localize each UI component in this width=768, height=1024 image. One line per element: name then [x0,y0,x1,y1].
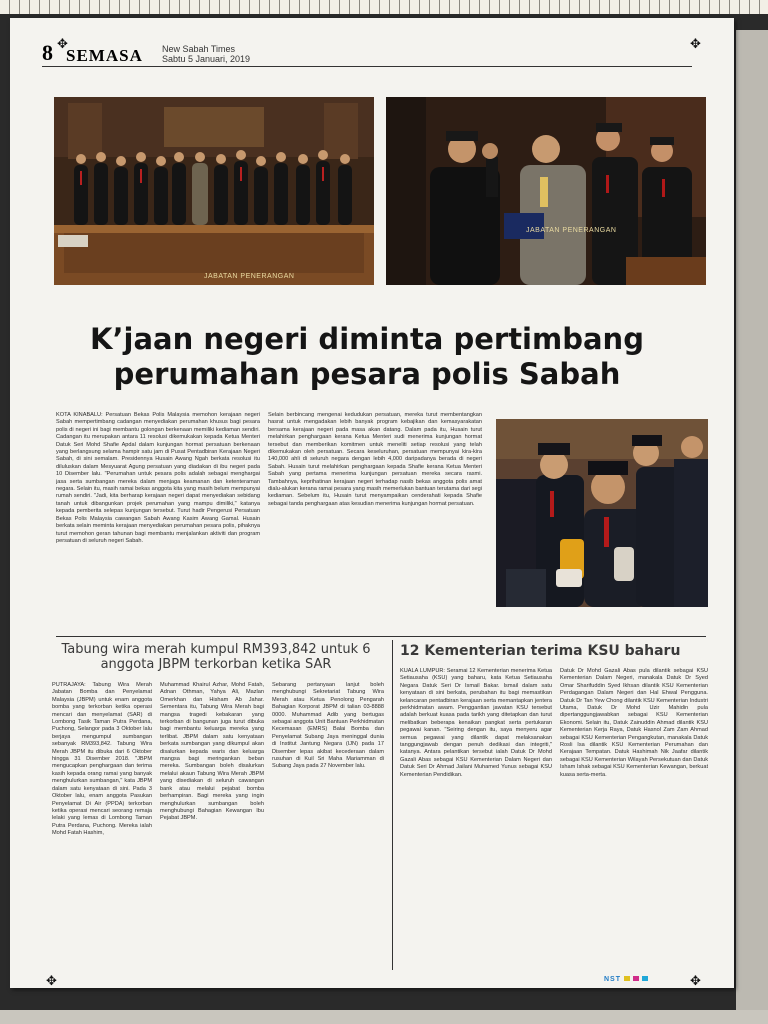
column-divider [392,640,393,970]
photo-handover [386,97,706,285]
headline-line-2: perumahan pesara polis Sabah [113,357,621,391]
footer-logo [604,976,648,983]
registration-mark-icon: ✥ [57,36,68,51]
side-shadow [736,30,768,1010]
left-article-column-1: PUTRAJAYA: Tabung Wira Merah Jabatan Bomba dan Penyelamat Malaysia (JBPM) untuk enam anggota bomba yang terkorban ketika operasi mencari dan menyelamat (SAR) di Lombong Tasik Taman Putra Perdana, Puchong, Selangor pada 3 Oktober lalu berjaya mengumpul sumbangan sebanyak RM393,842. Tabung Wira Merah JBPM itu dibuka dari 6 Oktober hingga 31 Disember 2018. "JBPM mengucapkan penghargaan dan terima kasih kepada orang ramai yang banyak menghulurkan sumbangan," kata JBPM dalam satu kenyataan di sini. Pada 3 Oktober lalu, enam anggota Pasukan Penyelamat Di Air (PPDA) terkorban ketika operasi mencari seorang remaja lelaki yang lemas di Lombong Taman Putra Perdana, Puchong. Mereka ialah Mohd Fatah Hashim, [52,682,152,837]
photo-press-interview [496,419,708,607]
main-article-column-1: KOTA KINABALU: Persatuan Bekas Polis Malaysia memohon kerajaan negeri Sabah mempertimbang cadangan menyediakan perumahan khusus bagi pesara polis di negeri ini bagi membantu golongan berkenaan memiliki kediaman sendiri. Cadangan itu merupakan antara 11 resolusi dikemukakan kepada Ketua Menteri Datuk Seri Mohd Shafie Apdal dalam kunjungan hormat persatuan berkenaan yang berlangsung selama hampir satu jam di Pusat Pentadbiran Kerajaan Negeri Sabah, di sini semalam. Presidennya Husain Awang Ngah berkata resolusi itu diluluskan dalam Mesyuarat Agung persatuan yang diadakan di ibu negeri pada 10 Disember lalu. "Perumahan untuk pesara polis adalah sebagai menghargai jasa serta sumbangan mereka dalam menjaga keamanan dan ketenteraman negara. Selain itu, masih ramai bekas anggota kita yang masih belum mempunyai rumah sendiri. "Jadi, kita berharap kerajaan negeri dapat menyediakan sebidang tanah untuk dibangunkan projek perumahan yang mampu dimiliki," katanya kepada pemberita selepas kunjungan tersebut. Turut hadir Pengerusi Persatuan Bekas Polis Malaysia cawangan Sabah Awang Kasim Awang Gamal. Husain berkata selain meminta kerajaan menyediakan perumahan pesara polis, pihaknya turut memohon geran tahunan bagi membantu menjalankan aktiviti dan program persatuan di seluruh negeri Sabah. [56,412,260,544]
page-header [42,40,692,67]
right-article-headline: 12 Kementerian terima KSU baharu [400,643,681,659]
left-article-column-2: Muhammad Khairul Azhar, Mohd Fatah, Adnan Othman, Yahya Ali, Mazlan Omerkhan dan Hisham Ab Jahar. Sementara itu, Tabung Wira Merah bagi mangsa tragedi kebakaran yang terkorban di bangunan juga turut dibuka bagi membantu keluarga mereka yang terlibat. JBPM dalam satu kenyataan berkata sumbangan yang dikumpul akan disalurkan kepada waris dan keluarga mangsa bagi meringankan beban mereka. Sumbangan boleh disalurkan melalui akaun Tabung Wira Merah JBPM yang disediakan di seluruh cawangan bank atau melalui pejabat bomba berhampiran. Bagi mereka yang ingin menghulurkan sumbangan boleh menghubungi Bahagian Kewangan Ibu Pejabat JBPM. [160,682,264,822]
registration-mark-icon: ✥ [46,973,57,988]
section-title: SEMASA [66,46,143,65]
masthead-info [162,44,250,64]
headline-line-1: K’jaan negeri diminta pertimbang [90,322,644,356]
left-article-column-3: Sebarang pertanyaan lanjut boleh menghubungi Sekretariat Tabung Wira Merah atau Ketua Penolong Pengarah Bahagian Korporat JBPM di talian 03-8888 0000. Muhammad Adib yang bertugas sebagai anggota Unit Bantuan Perkhidmatan Kecemasan (EMRS) Balai Bomba dan Penyelamat Subang Jaya meninggal dunia di Institut Jantung Negara (IJN) pada 17 Disember lepas akibat kecederaan dalam rusuhan di Kuil Sri Maha Mariamman di Subang Jaya pada 27 November lalu. [272,682,384,770]
main-headline [40,322,694,392]
page-number: 8 [42,40,53,65]
issue-date: Sabtu 5 Januari, 2019 [162,54,251,64]
right-article-column-2: Datuk Dr Mohd Gazali Abas pula dilantik sebagai KSU Kementerian Dalam Negeri, manakala Datuk Dr Syed Omar Sharifuddin Syed Ikhsan dilantik KSU Kementerian Perdagangan Dalam Negeri dan Hal Ehwal Pengguna. Datuk Dr Tan Yew Chong dilantik KSU Kementerian Industri Utama, Datuk Dr Mohd Uzir Mahidin pula dipertanggungjawabkan sebagai KSU Kementerian Ekonomi. Selain itu, Datuk Zainuddin Ahmad dilantik KSU Kementerian Kerja Raya, Datuk Hasnol Zam Zam Ahmad sebagai KSU Kementerian Pengangkutan, manakala Datuk Rosli Isa dilantik KSU Kementerian Perumahan dan Kerajaan Tempatan. Datuk Hashimah Nik Jaafar dilantik sebagai KSU Kementerian Wilayah Persekutuan dan Datuk Isham Ishak sebagai KSU Kementerian Kewangan, berkuat kuasa serta-merta. [560,668,708,778]
top-ruler [0,0,768,15]
photo-caption-credit: JABATAN PENERANGAN [526,227,617,234]
footer-logo-text: NST [604,976,621,983]
registration-mark-icon: ✥ [690,973,701,988]
main-article-column-2: Selain berbincang mengenai kedudukan persatuan, mereka turut membentangkan hasrat untuk mengadakan lebih banyak program kebajikan dan kemasyarakatan bersama kerajaan negeri pada masa akan datang. Dalam pada itu, Husain turut melahirkan penghargaan kerana Ketua Menteri sudi menerima kunjungan hormat tersebut dan memberikan komitmen untuk meneliti setiap resolusi yang telah dikemukakan oleh persatuan. Secara keseluruhan, persatuan mempunyai kira-kira 140,000 ahli di seluruh negara dengan lebih 4,000 daripadanya berada di negeri Sabah. Husain turut melahirkan penghargaan kepada Shafie kerana Ketua Menteri Sabah yang pertama menerima kunjungan persatuan mereka secara rasmi. Tambahnya, keprihatinan kerajaan negeri terhadap nasib bekas anggota polis amat dialu-alukan kerana ramai pesara yang masih memerlukan bantuan terutama dari segi kediaman. Sebelum itu, Husain turut menyampaikan cenderahati kepada Shafie sebagai tanda penghargaan atas kesudian menerima kunjungan hormat persatuan. [268,412,482,507]
right-article-column-1: KUALA LUMPUR: Seramai 12 Kementerian menerima Ketua Setiausaha (KSU) yang baharu, kata Ketua Setiausaha Negara Datuk Seri Dr Ismail Bakar. Ismail dalam satu kenyataan di sini berkata, perubahan itu bagi memastikan kelancaran pentadbiran kerajaan serta memantapkan jentera perkhidmatan awam. Penggantian jawatan KSU tersebut adalah berkuat kuasa pada tarikh yang ditetapkan dan turut melibatkan beberapa kenaikan pangkat serta pertukaran pegawai kanan. "Seiring dengan itu, saya menyeru agar semua pegawai yang dilantik dapat melaksanakan tanggungjawab dengan penuh dedikasi dan integriti," katanya. Antara pelantikan tersebut ialah Datuk Dr Mohd Gazali Abas sebagai KSU Kementerian Dalam Negeri dan Datuk Seri Dr Ahmad Jailani Muhamed Yunus sebagai KSU Kementerian Pendidikan. [400,668,552,778]
photo-caption-credit: JABATAN PENERANGAN [204,273,295,280]
section-divider [56,636,706,637]
bottom-strip [0,1010,768,1024]
registration-mark-icon: ✥ [690,36,701,51]
photo-assembly [54,97,374,285]
left-article-headline: Tabung wira merah kumpul RM393,842 untuk 6 anggota JBPM terkorban ketika SAR [61,642,371,672]
paper-name: New Sabah Times [162,44,236,54]
